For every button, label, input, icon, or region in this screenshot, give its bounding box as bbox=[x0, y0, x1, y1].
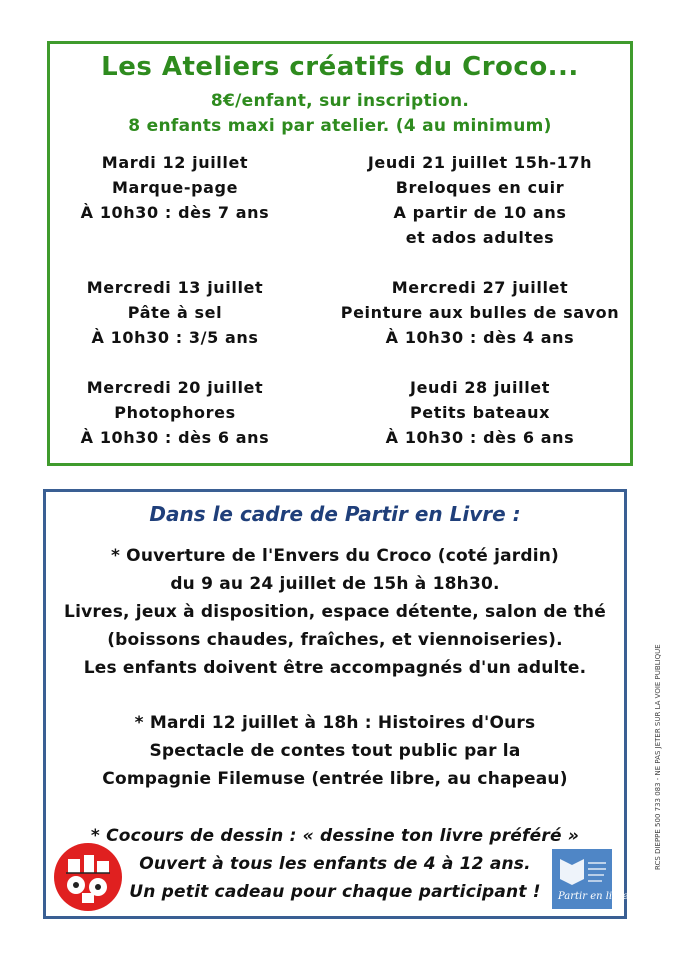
event-info: A partir de 10 ans bbox=[393, 203, 567, 222]
legal-notice bbox=[640, 644, 662, 870]
event-jeudi-21 bbox=[335, 150, 625, 250]
ateliers-capacity: 8 enfants maxi par atelier. (4 au minimum) bbox=[128, 116, 552, 136]
croco-logo bbox=[54, 843, 122, 911]
event-date: Mercredi 27 juillet bbox=[391, 278, 569, 297]
book-icon bbox=[552, 849, 629, 909]
event-date: Mercredi 20 juillet bbox=[86, 378, 264, 397]
ateliers-title: Les Ateliers créatifs du Croco... bbox=[101, 52, 579, 82]
event-mercredi-13 bbox=[50, 275, 300, 350]
partir-show-paragraph bbox=[43, 709, 627, 793]
event-date: Mercredi 13 juillet bbox=[86, 278, 264, 297]
event-info: À 10h30 : dès 4 ans bbox=[385, 328, 575, 347]
event-name: Petits bateaux bbox=[409, 403, 551, 422]
ateliers-price: 8€/enfant, sur inscription. bbox=[210, 91, 470, 111]
text-line: (boissons chaudes, fraîches, et viennoiseries). bbox=[107, 630, 563, 650]
text-line: Livres, jeux à disposition, espace détente, salon de thé bbox=[64, 602, 606, 622]
logo-text: Partir en livre bbox=[558, 891, 629, 902]
event-mercredi-20 bbox=[50, 375, 300, 450]
event-name: Peinture aux bulles de savon bbox=[340, 303, 620, 322]
croco-logo-illustration bbox=[54, 843, 122, 911]
event-name: Breloques en cuir bbox=[395, 178, 565, 197]
event-info-extra: et ados adultes bbox=[405, 228, 555, 247]
event-date: Jeudi 28 juillet bbox=[410, 378, 550, 397]
event-info: À 10h30 : dès 6 ans bbox=[385, 428, 575, 447]
event-mardi-12 bbox=[50, 150, 300, 225]
legal-text: RCS DIEPPE 500 733 083 - NE PAS JETER SUR LA VOIE PUBLIQUE bbox=[654, 644, 662, 870]
event-name: Marque-page bbox=[111, 178, 239, 197]
event-info: À 10h30 : 3/5 ans bbox=[91, 328, 259, 347]
event-jeudi-28 bbox=[335, 375, 625, 450]
partir-contest-paragraph bbox=[43, 822, 627, 906]
event-info: À 10h30 : dès 7 ans bbox=[80, 203, 270, 222]
event-mercredi-27 bbox=[335, 275, 625, 350]
text-line: Un petit cadeau pour chaque participant ! bbox=[129, 882, 541, 902]
event-name: Pâte à sel bbox=[127, 303, 223, 322]
text-line: Compagnie Filemuse (entrée libre, au chapeau) bbox=[102, 769, 568, 789]
event-date: Jeudi 21 juillet 15h-17h bbox=[367, 153, 593, 172]
text-line: Spectacle de contes tout public par la bbox=[149, 741, 521, 761]
event-info: À 10h30 : dès 6 ans bbox=[80, 428, 270, 447]
text-line: * Mardi 12 juillet à 18h : Histoires d'Ours bbox=[134, 713, 536, 733]
partir-en-livre-logo bbox=[552, 849, 629, 909]
event-name: Photophores bbox=[114, 403, 236, 422]
event-date: Mardi 12 juillet bbox=[101, 153, 249, 172]
text-line: du 9 au 24 juillet de 15h à 18h30. bbox=[170, 574, 500, 594]
text-line: Les enfants doivent être accompagnés d'un adulte. bbox=[83, 658, 587, 678]
text-line: * Cocours de dessin : « dessine ton livre préféré » bbox=[90, 826, 580, 846]
partir-title: Dans le cadre de Partir en Livre : bbox=[149, 502, 521, 526]
text-line: * Ouverture de l'Envers du Croco (coté jardin) bbox=[110, 546, 560, 566]
text-line: Ouvert à tous les enfants de 4 à 12 ans. bbox=[139, 854, 531, 874]
partir-opening-paragraph bbox=[43, 542, 627, 682]
